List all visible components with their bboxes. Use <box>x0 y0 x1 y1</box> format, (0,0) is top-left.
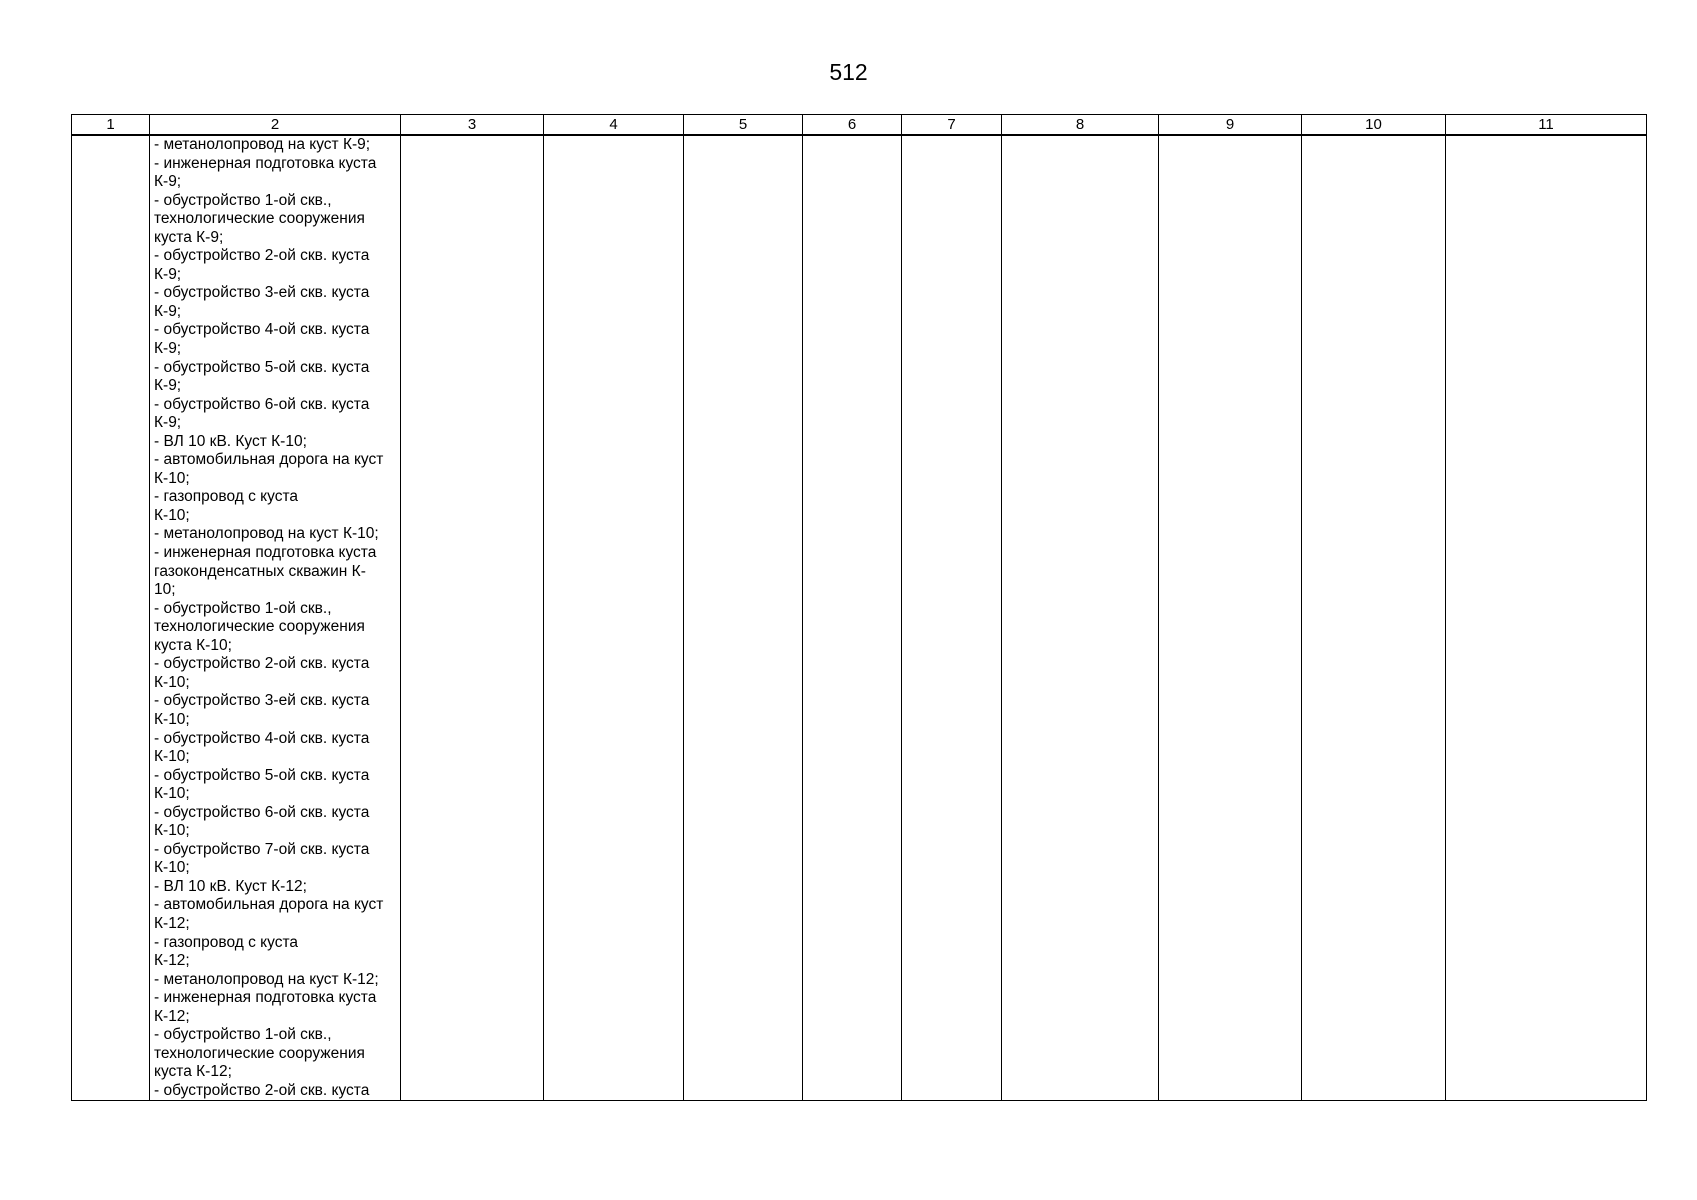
page-number: 512 <box>829 59 868 85</box>
cell-col-2 <box>150 135 401 1101</box>
column-header-4: 4 <box>544 115 684 136</box>
list-item: технологические сооружения <box>154 618 365 636</box>
cell-col-4 <box>544 135 684 1101</box>
column-header-6: 6 <box>803 115 902 136</box>
list-item: К-12; <box>154 914 190 932</box>
list-item: 10; <box>154 581 176 599</box>
list-item: - обустройство 1-ой скв., <box>154 1026 332 1044</box>
list-item: К-10; <box>154 710 190 728</box>
list-item: К-9; <box>154 265 182 283</box>
column-header-5: 5 <box>684 115 803 136</box>
list-item: - инженерная подготовка куста <box>154 989 377 1007</box>
list-item: - ВЛ 10 кВ. Куст К-12; <box>154 877 307 895</box>
list-item: куста К-12; <box>154 1063 232 1081</box>
list-item: - обустройство 5-ой скв. куста <box>154 766 370 784</box>
list-item: - инженерная подготовка куста <box>154 154 377 172</box>
cell-col-3 <box>401 135 544 1101</box>
list-item: куста К-10; <box>154 636 232 654</box>
list-item: - метанолопровод на куст К-10; <box>154 525 379 543</box>
list-item: - обустройство 3-ей скв. куста <box>154 692 370 710</box>
list-item: К-10; <box>154 785 190 803</box>
list-item: К-9; <box>154 302 182 320</box>
list-item: - обустройство 5-ой скв. куста <box>154 358 370 376</box>
cell-col-10 <box>1302 135 1446 1101</box>
list-item: - метанолопровод на куст К-12; <box>154 970 379 988</box>
list-item: - обустройство 2-ой скв. куста <box>154 1081 370 1099</box>
list-item: технологические сооружения <box>154 210 365 228</box>
column-header-7: 7 <box>902 115 1002 136</box>
list-item: - инженерная подготовка куста <box>154 544 377 562</box>
list-item: К-10; <box>154 469 190 487</box>
cell-col-7 <box>902 135 1002 1101</box>
list-item: К-12; <box>154 952 190 970</box>
list-item: К-9; <box>154 340 182 358</box>
document-table <box>71 114 1647 1101</box>
list-item: куста К-9; <box>154 228 224 246</box>
list-item: К-9; <box>154 173 182 191</box>
column-header-9: 9 <box>1159 115 1302 136</box>
list-item: - ВЛ 10 кВ. Куст К-10; <box>154 432 307 450</box>
list-item: - обустройство 2-ой скв. куста <box>154 655 370 673</box>
list-item: - обустройство 7-ой скв. куста <box>154 840 370 858</box>
list-item: - обустройство 1-ой скв., <box>154 191 332 209</box>
column-header-3: 3 <box>401 115 544 136</box>
list-item: К-10; <box>154 506 190 524</box>
list-item: К-10; <box>154 673 190 691</box>
list-item: К-9; <box>154 414 182 432</box>
column-header-1: 1 <box>72 115 150 136</box>
list-item: - обустройство 4-ой скв. куста <box>154 729 370 747</box>
list-item: - обустройство 6-ой скв. куста <box>154 395 370 413</box>
list-item: К-12; <box>154 1007 190 1025</box>
list-item: газоконденсатных скважин К- <box>154 562 366 580</box>
column-header-2: 2 <box>150 115 401 136</box>
list-item: - газопровод с куста <box>154 488 298 506</box>
cell-col-11 <box>1446 135 1647 1101</box>
column-header-10: 10 <box>1302 115 1446 136</box>
list-item: - обустройство 4-ой скв. куста <box>154 321 370 339</box>
object-list <box>150 136 400 1100</box>
list-item: - обустройство 6-ой скв. куста <box>154 803 370 821</box>
cell-col-1 <box>72 135 150 1101</box>
list-item: К-9; <box>154 377 182 395</box>
list-item: - газопровод с куста <box>154 933 298 951</box>
list-item: К-10; <box>154 822 190 840</box>
list-item: - обустройство 3-ей скв. куста <box>154 284 370 302</box>
list-item: - метанолопровод на куст К-9; <box>154 136 371 153</box>
header-row <box>72 115 1647 136</box>
list-item: - обустройство 1-ой скв., <box>154 599 332 617</box>
column-header-11: 11 <box>1446 115 1647 136</box>
cell-col-6 <box>803 135 902 1101</box>
cell-col-8 <box>1002 135 1159 1101</box>
column-header-8: 8 <box>1002 115 1159 136</box>
list-item: - обустройство 2-ой скв. куста <box>154 247 370 265</box>
cell-col-9 <box>1159 135 1302 1101</box>
list-item: К-10; <box>154 748 190 766</box>
cell-col-5 <box>684 135 803 1101</box>
table-row <box>72 135 1647 1101</box>
list-item: - автомобильная дорога на куст <box>154 451 384 469</box>
list-item: - автомобильная дорога на куст <box>154 896 384 914</box>
list-item: технологические сооружения <box>154 1044 365 1062</box>
list-item: К-10; <box>154 859 190 877</box>
